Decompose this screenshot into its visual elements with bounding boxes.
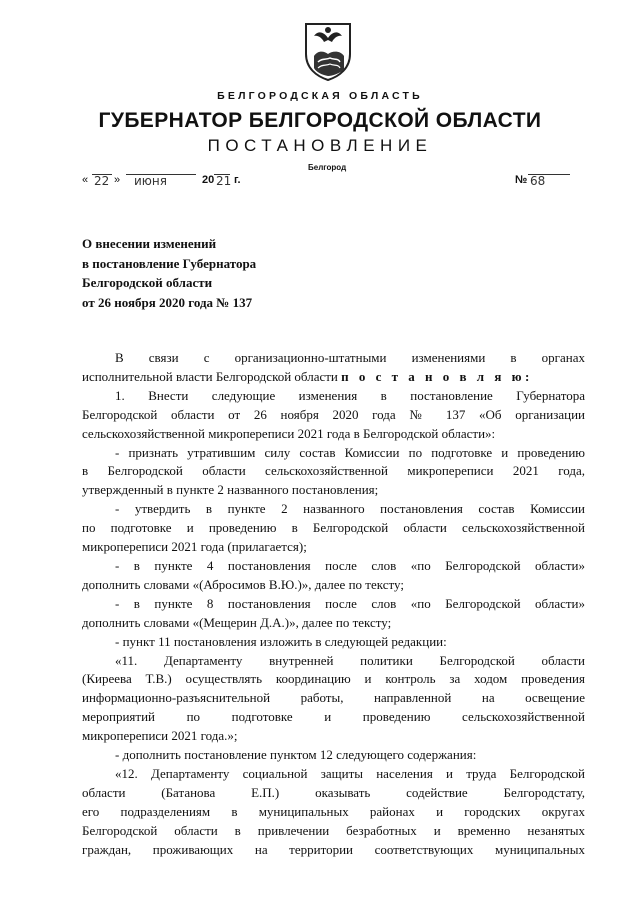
date-year-prefix: 20	[202, 174, 215, 186]
body-line: «11. Департаменту внутренней политики Белгородской области	[115, 652, 585, 668]
body-line: - в пункте 8 постановления после слов «по Белгородской области»	[115, 595, 585, 611]
date-month: июня	[134, 174, 167, 188]
body-line: его подразделениям в муниципальных районах и городских округах	[82, 803, 585, 819]
body-line	[82, 368, 585, 387]
decree-body	[82, 349, 585, 859]
body-line: 1. Внести следующие изменения в постановление Губернатора	[115, 387, 585, 403]
body-line: «12. Департаменту социальной защиты населения и труда Белгородской	[115, 765, 585, 781]
decree-subject	[82, 234, 256, 312]
subject-line: О внесении изменений	[82, 236, 217, 251]
body-text: исполнительной власти Белгородской области	[82, 368, 342, 384]
body-line: области (Батанова Е.П.) оказывать содействие Белгородстату,	[82, 784, 585, 800]
body-line: В связи с организационно-штатными изменениями в органах	[115, 350, 585, 365]
body-line: дополнить словами «(Мещерин Д.А.)», далее по тексту;	[82, 614, 392, 630]
number-label: №	[515, 174, 528, 186]
body-line: сельскохозяйственной микропереписи 2021 года в Белгородской области»:	[82, 425, 496, 441]
subject-line: в постановление Губернатора	[82, 255, 257, 271]
date-year-end: г.	[234, 174, 241, 186]
dateline	[82, 174, 572, 192]
body-line: Белгородской области от 26 ноября 2020 года № 137 «Об организации	[82, 406, 585, 422]
belgorod-coat-of-arms-icon	[300, 18, 356, 82]
body-line: в Белгородской области сельскохозяйственной микропереписи 2021 года,	[82, 463, 585, 479]
subject-line: от 26 ноября 2020 года № 137	[82, 294, 253, 310]
body-line: утвержденный в пункте 2 названного постановления;	[82, 482, 379, 498]
body-line: дополнить словами «(Абросимов В.Ю.)», далее по тексту;	[82, 576, 404, 592]
city-label: Белгород	[308, 163, 347, 172]
body-line: (Киреева Т.В.) осуществлять координацию и контроль за ходом проведения	[82, 671, 585, 687]
year-underline	[214, 174, 230, 175]
body-line: мероприятий по подготовке и проведению сельскохозяйственной	[82, 709, 585, 725]
body-line: Белгородской области в привлечении безработных и временно незанятых	[82, 822, 585, 838]
date-day: 22	[94, 174, 110, 188]
month-underline	[126, 174, 196, 175]
decree-number: 68	[530, 174, 546, 188]
body-line: - признать утратившим силу состав Комиссии по подготовке и проведению	[115, 444, 585, 460]
body-line: микропереписи 2021 года.»;	[82, 728, 238, 744]
body-line: - дополнить постановление пунктом 12 следующего содержания:	[115, 747, 477, 763]
body-line: микропереписи 2021 года (прилагается);	[82, 539, 307, 555]
body-line: - утвердить в пункте 2 названного постановления состав Комиссии	[115, 501, 585, 517]
resolve-word: п о с т а н о в л я ю:	[341, 368, 533, 384]
governor-title: ГУБЕРНАТОР БЕЛГОРОДСКОЙ ОБЛАСТИ	[98, 109, 542, 132]
body-line: - пункт 11 постановления изложить в следующей редакции:	[115, 633, 447, 649]
body-line: по подготовке и проведению в Белгородской области сельскохозяйственной	[82, 520, 585, 536]
date-quote-close: »	[114, 174, 121, 186]
date-year-suffix: 21	[216, 174, 232, 188]
date-quote-open: «	[82, 174, 89, 186]
number-underline	[528, 174, 570, 175]
day-underline	[92, 174, 112, 175]
region-title: БЕЛГОРОДСКАЯ ОБЛАСТЬ	[217, 90, 423, 102]
body-line: - в пункте 4 постановления после слов «по Белгородской области»	[115, 557, 585, 573]
decree-title: ПОСТАНОВЛЕНИЕ	[207, 136, 433, 155]
body-line: граждан, проживающих на территории соответствующих муниципальных	[82, 841, 585, 857]
body-line: информационно-разъяснительной работы, направленной на освещение	[82, 690, 585, 706]
subject-line: Белгородской области	[82, 275, 213, 290]
